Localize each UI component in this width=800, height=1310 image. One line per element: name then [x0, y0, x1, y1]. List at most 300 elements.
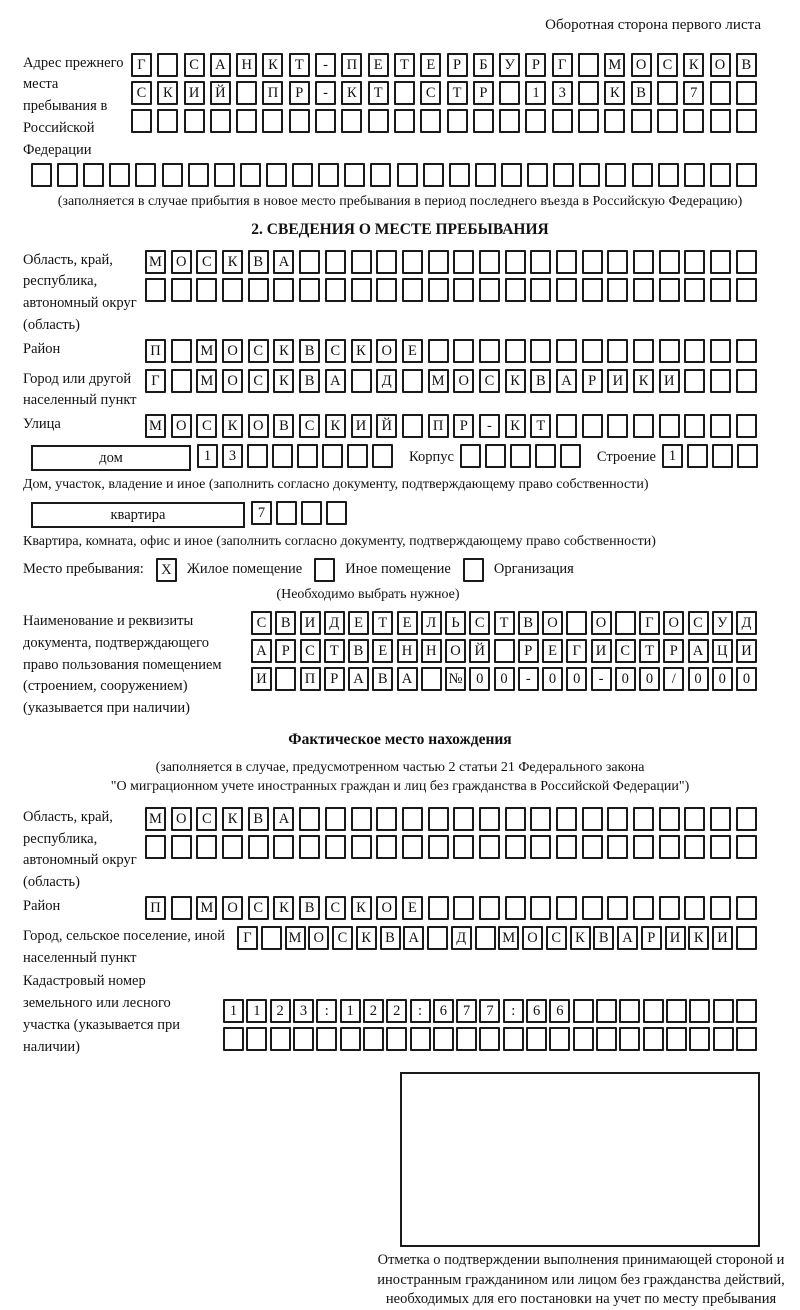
char-box	[184, 109, 205, 133]
char-box	[560, 444, 581, 468]
char-box	[83, 163, 104, 187]
char-box: В	[380, 926, 401, 950]
char-box	[57, 163, 78, 187]
char-box	[713, 999, 734, 1023]
house-row	[31, 444, 777, 472]
char-box	[510, 444, 531, 468]
char-box	[453, 896, 474, 920]
city-field	[23, 369, 777, 413]
char-box: Л	[421, 611, 442, 635]
char-box: А	[251, 639, 272, 663]
char-box	[402, 369, 423, 393]
page-header: Оборотная сторона первого листа	[545, 17, 761, 33]
char-box	[666, 1027, 687, 1051]
char-box	[710, 807, 731, 831]
char-box: В	[299, 369, 320, 393]
option-organization-label: Организация	[493, 561, 574, 578]
char-box	[578, 53, 599, 77]
char-box	[236, 109, 257, 133]
char-box	[659, 896, 680, 920]
char-box	[145, 278, 166, 302]
char-box: 7	[479, 999, 500, 1023]
option-residential-label: Жилое помещение	[186, 561, 303, 578]
confirmation-stamp-caption: Отметка о подтверждении выполнения принимающей стороной и иностранным гражданином или лицом без гражданства действий, необходимых для его постановки на учет по месту пребывания	[377, 1252, 785, 1308]
char-box	[607, 835, 628, 859]
char-box	[499, 109, 520, 133]
region-field	[23, 250, 777, 337]
char-box: А	[348, 667, 369, 691]
actual-city-label: Город, сельское поселение, иной населенный пункт	[23, 927, 226, 966]
char-box: Е	[348, 611, 369, 635]
char-box	[420, 109, 441, 133]
char-box: А	[617, 926, 638, 950]
char-box	[659, 835, 680, 859]
char-box: С	[657, 53, 678, 77]
char-box: О	[171, 250, 192, 274]
char-box: Р	[582, 369, 603, 393]
char-box	[368, 109, 389, 133]
char-box: Т	[324, 639, 345, 663]
char-box: И	[665, 926, 686, 950]
char-box	[607, 896, 628, 920]
char-box	[272, 444, 293, 468]
char-box	[556, 414, 577, 438]
char-box	[549, 1027, 570, 1051]
block-label: Корпус	[409, 449, 454, 466]
char-box: Г	[639, 611, 660, 635]
char-box	[316, 1027, 337, 1051]
char-box	[710, 81, 731, 105]
char-box: К	[273, 896, 294, 920]
char-box: К	[604, 81, 625, 105]
char-box: Д	[736, 611, 757, 635]
char-box: И	[591, 639, 612, 663]
char-box	[157, 109, 178, 133]
char-box: 1	[223, 999, 244, 1023]
char-box: Г	[237, 926, 258, 950]
confirmation-stamp-box	[400, 1072, 760, 1247]
char-box	[643, 999, 664, 1023]
char-box: 0	[639, 667, 660, 691]
char-box	[605, 163, 626, 187]
char-box	[171, 896, 192, 920]
prev-address-row-1	[131, 53, 757, 77]
char-box: П	[262, 81, 283, 105]
char-box: К	[683, 53, 704, 77]
char-box	[582, 339, 603, 363]
house-caption: Дом, участок, владение и иное (заполнить согласно документу, подтверждающему право собственности)	[23, 477, 649, 492]
char-box	[736, 896, 757, 920]
char-box: Д	[451, 926, 472, 950]
cadastral-label: Кадастровый номер земельного или лесного участка (указывается при наличии)	[23, 973, 180, 1055]
apartment-boxes	[251, 501, 351, 525]
char-box: 7	[251, 501, 272, 525]
char-box: С	[469, 611, 490, 635]
char-box: С	[546, 926, 567, 950]
char-box: 0	[566, 667, 587, 691]
char-box	[273, 835, 294, 859]
char-box	[428, 278, 449, 302]
char-box	[736, 807, 757, 831]
char-box	[632, 163, 653, 187]
char-box	[566, 611, 587, 635]
char-box	[363, 1027, 384, 1051]
char-box	[386, 1027, 407, 1051]
char-box: Р	[525, 53, 546, 77]
char-box: В	[518, 611, 539, 635]
char-box	[248, 835, 269, 859]
char-box	[659, 414, 680, 438]
title-document-row-3	[251, 667, 757, 691]
district-field	[23, 339, 777, 367]
char-box	[145, 835, 166, 859]
region-row-1	[145, 250, 757, 274]
char-box	[659, 250, 680, 274]
char-box	[157, 53, 178, 77]
char-box	[604, 109, 625, 133]
char-box: Н	[236, 53, 257, 77]
char-box: Е	[542, 639, 563, 663]
char-box	[505, 896, 526, 920]
char-box	[447, 109, 468, 133]
actual-region-row-1	[145, 807, 757, 831]
char-box	[479, 1027, 500, 1051]
char-box	[659, 807, 680, 831]
char-box	[710, 369, 731, 393]
char-box: Г	[131, 53, 152, 77]
char-box: С	[248, 369, 269, 393]
char-box	[376, 807, 397, 831]
char-box: С	[184, 53, 205, 77]
char-box	[736, 369, 757, 393]
char-box	[479, 807, 500, 831]
char-box: А	[556, 369, 577, 393]
char-box: К	[356, 926, 377, 950]
char-box	[475, 163, 496, 187]
char-box	[453, 250, 474, 274]
char-box	[275, 667, 296, 691]
char-box: В	[736, 53, 757, 77]
char-box: Т	[372, 611, 393, 635]
char-box	[453, 807, 474, 831]
char-box: М	[498, 926, 519, 950]
char-box: Т	[639, 639, 660, 663]
char-box	[351, 250, 372, 274]
char-box	[494, 639, 515, 663]
char-box: 1	[340, 999, 361, 1023]
char-box: Т	[494, 611, 515, 635]
char-box	[214, 163, 235, 187]
char-box: Г	[145, 369, 166, 393]
char-box	[428, 250, 449, 274]
char-box	[325, 250, 346, 274]
char-box: Н	[397, 639, 418, 663]
char-box	[657, 109, 678, 133]
char-box: О	[376, 339, 397, 363]
char-box	[351, 278, 372, 302]
char-box: С	[131, 81, 152, 105]
char-box: И	[351, 414, 372, 438]
actual-district-row	[145, 896, 757, 920]
char-box: Т	[368, 81, 389, 105]
char-box	[479, 339, 500, 363]
char-box	[582, 414, 603, 438]
char-box	[505, 339, 526, 363]
char-box: Е	[420, 53, 441, 77]
char-box: Т	[447, 81, 468, 105]
char-box: Й	[469, 639, 490, 663]
char-box	[658, 163, 679, 187]
actual-region-row-2	[145, 835, 757, 859]
char-box: Е	[402, 896, 423, 920]
actual-city-field	[23, 926, 777, 970]
char-box	[556, 807, 577, 831]
char-box	[530, 835, 551, 859]
char-box	[247, 444, 268, 468]
char-box	[633, 414, 654, 438]
char-box	[453, 278, 474, 302]
char-box	[171, 835, 192, 859]
char-box: У	[712, 611, 733, 635]
char-box: И	[300, 611, 321, 635]
char-box: К	[505, 369, 526, 393]
char-box	[292, 163, 313, 187]
apartment-row	[31, 501, 777, 529]
char-box: Р	[518, 639, 539, 663]
char-box	[596, 1027, 617, 1051]
char-box: 3	[552, 81, 573, 105]
region-label: Область, край, республика, автономный округ (область)	[23, 251, 137, 333]
char-box: 7	[683, 81, 704, 105]
char-box	[582, 835, 603, 859]
char-box: К	[262, 53, 283, 77]
char-box	[530, 807, 551, 831]
char-box: 6	[549, 999, 570, 1023]
char-box	[499, 81, 520, 105]
char-box	[556, 835, 577, 859]
char-box: К	[633, 369, 654, 393]
char-box: А	[397, 667, 418, 691]
cadastral-row-2	[223, 1027, 757, 1051]
char-box	[370, 163, 391, 187]
char-box: Р	[324, 667, 345, 691]
char-box	[31, 163, 52, 187]
char-box: С	[688, 611, 709, 635]
actual-district-field	[23, 896, 777, 924]
char-box: И	[184, 81, 205, 105]
city-row	[145, 369, 757, 393]
title-document-row-2	[251, 639, 757, 663]
char-box	[710, 339, 731, 363]
char-box: А	[325, 369, 346, 393]
prev-address-note: (заполняется в случае прибытия в новое место пребывания в период последнего въезда в Российскую Федерацию)	[57, 194, 743, 210]
char-box: К	[688, 926, 709, 950]
char-box	[479, 835, 500, 859]
char-box	[131, 109, 152, 133]
char-box	[736, 163, 757, 187]
char-box	[299, 278, 320, 302]
char-box: Е	[372, 639, 393, 663]
char-box	[394, 109, 415, 133]
char-box: Б	[473, 53, 494, 77]
prev-address-row-3	[131, 109, 757, 133]
char-box: Ц	[712, 639, 733, 663]
char-box: М	[196, 339, 217, 363]
char-box	[479, 896, 500, 920]
char-box	[503, 1027, 524, 1051]
char-box	[619, 999, 640, 1023]
char-box: -	[591, 667, 612, 691]
char-box	[428, 339, 449, 363]
char-box: П	[300, 667, 321, 691]
char-box	[240, 163, 261, 187]
char-box	[505, 278, 526, 302]
char-box	[270, 1027, 291, 1051]
char-box: №	[445, 667, 466, 691]
char-box	[347, 444, 368, 468]
char-box	[266, 163, 287, 187]
char-box	[710, 278, 731, 302]
char-box: В	[248, 807, 269, 831]
char-box	[710, 414, 731, 438]
char-box: К	[351, 896, 372, 920]
char-box: О	[248, 414, 269, 438]
char-box	[421, 667, 442, 691]
char-box	[171, 369, 192, 393]
char-box: А	[210, 53, 231, 77]
char-box: И	[251, 667, 272, 691]
char-box	[210, 109, 231, 133]
char-box: С	[251, 611, 272, 635]
char-box: П	[428, 414, 449, 438]
char-box	[710, 250, 731, 274]
char-box: Р	[663, 639, 684, 663]
char-box	[449, 163, 470, 187]
char-box	[351, 835, 372, 859]
char-box: -	[518, 667, 539, 691]
char-box	[689, 1027, 710, 1051]
char-box	[530, 339, 551, 363]
char-box	[684, 163, 705, 187]
char-box: В	[348, 639, 369, 663]
char-box: /	[663, 667, 684, 691]
char-box	[315, 109, 336, 133]
char-box	[479, 250, 500, 274]
char-box: 2	[270, 999, 291, 1023]
char-box: В	[372, 667, 393, 691]
char-box: Е	[402, 339, 423, 363]
char-box	[607, 250, 628, 274]
char-box: Е	[397, 611, 418, 635]
char-box: К	[570, 926, 591, 950]
char-box	[712, 444, 733, 468]
char-box	[299, 250, 320, 274]
char-box: О	[171, 807, 192, 831]
checkbox-residential: X	[156, 558, 177, 582]
char-box: М	[285, 926, 306, 950]
building-label: Строение	[596, 449, 656, 466]
char-box: 2	[363, 999, 384, 1023]
char-box: М	[196, 369, 217, 393]
district-label: Район	[23, 340, 61, 357]
char-box	[615, 611, 636, 635]
char-box: О	[522, 926, 543, 950]
char-box	[578, 109, 599, 133]
char-box: К	[222, 414, 243, 438]
char-box: Й	[210, 81, 231, 105]
char-box: К	[351, 339, 372, 363]
char-box: О	[222, 369, 243, 393]
char-box	[607, 414, 628, 438]
char-box: Г	[566, 639, 587, 663]
char-box: О	[710, 53, 731, 77]
char-box: Й	[376, 414, 397, 438]
char-box: К	[341, 81, 362, 105]
char-box	[433, 1027, 454, 1051]
char-box	[394, 81, 415, 105]
char-box: О	[663, 611, 684, 635]
title-document-row-1	[251, 611, 757, 635]
char-box: И	[736, 639, 757, 663]
char-box: С	[196, 807, 217, 831]
char-box: К	[222, 250, 243, 274]
block-boxes	[460, 444, 585, 468]
char-box: В	[275, 611, 296, 635]
char-box: К	[505, 414, 526, 438]
char-box: -	[315, 81, 336, 105]
char-box: -	[315, 53, 336, 77]
char-box	[607, 807, 628, 831]
char-box: С	[325, 339, 346, 363]
char-box: 0	[736, 667, 757, 691]
char-box	[633, 835, 654, 859]
char-box	[710, 109, 731, 133]
char-box	[556, 339, 577, 363]
char-box	[596, 999, 617, 1023]
char-box: 7	[456, 999, 477, 1023]
char-box	[553, 163, 574, 187]
char-box	[657, 81, 678, 105]
char-box	[299, 807, 320, 831]
char-box: С	[615, 639, 636, 663]
char-box	[710, 896, 731, 920]
char-box: Р	[453, 414, 474, 438]
char-box	[376, 250, 397, 274]
char-box: В	[631, 81, 652, 105]
char-box	[526, 1027, 547, 1051]
apartment-caption: Квартира, комната, офис и иное (заполнить согласно документу, подтверждающему право собственности)	[23, 534, 656, 549]
char-box	[736, 278, 757, 302]
char-box: А	[688, 639, 709, 663]
actual-location-note-line1: (заполняется в случае, предусмотренном частью 2 статьи 21 Федерального закона	[155, 760, 645, 775]
char-box	[453, 339, 474, 363]
char-box: М	[145, 250, 166, 274]
char-box	[736, 1027, 757, 1051]
street-field	[23, 414, 777, 442]
char-box	[276, 501, 297, 525]
char-box: 0	[542, 667, 563, 691]
char-box	[736, 926, 757, 950]
char-box: С	[300, 639, 321, 663]
char-box	[573, 999, 594, 1023]
char-box	[325, 278, 346, 302]
char-box: Р	[641, 926, 662, 950]
char-box: 0	[688, 667, 709, 691]
char-box: 1	[197, 444, 218, 468]
char-box	[556, 278, 577, 302]
checkbox-organization	[463, 558, 484, 582]
char-box	[372, 444, 393, 468]
